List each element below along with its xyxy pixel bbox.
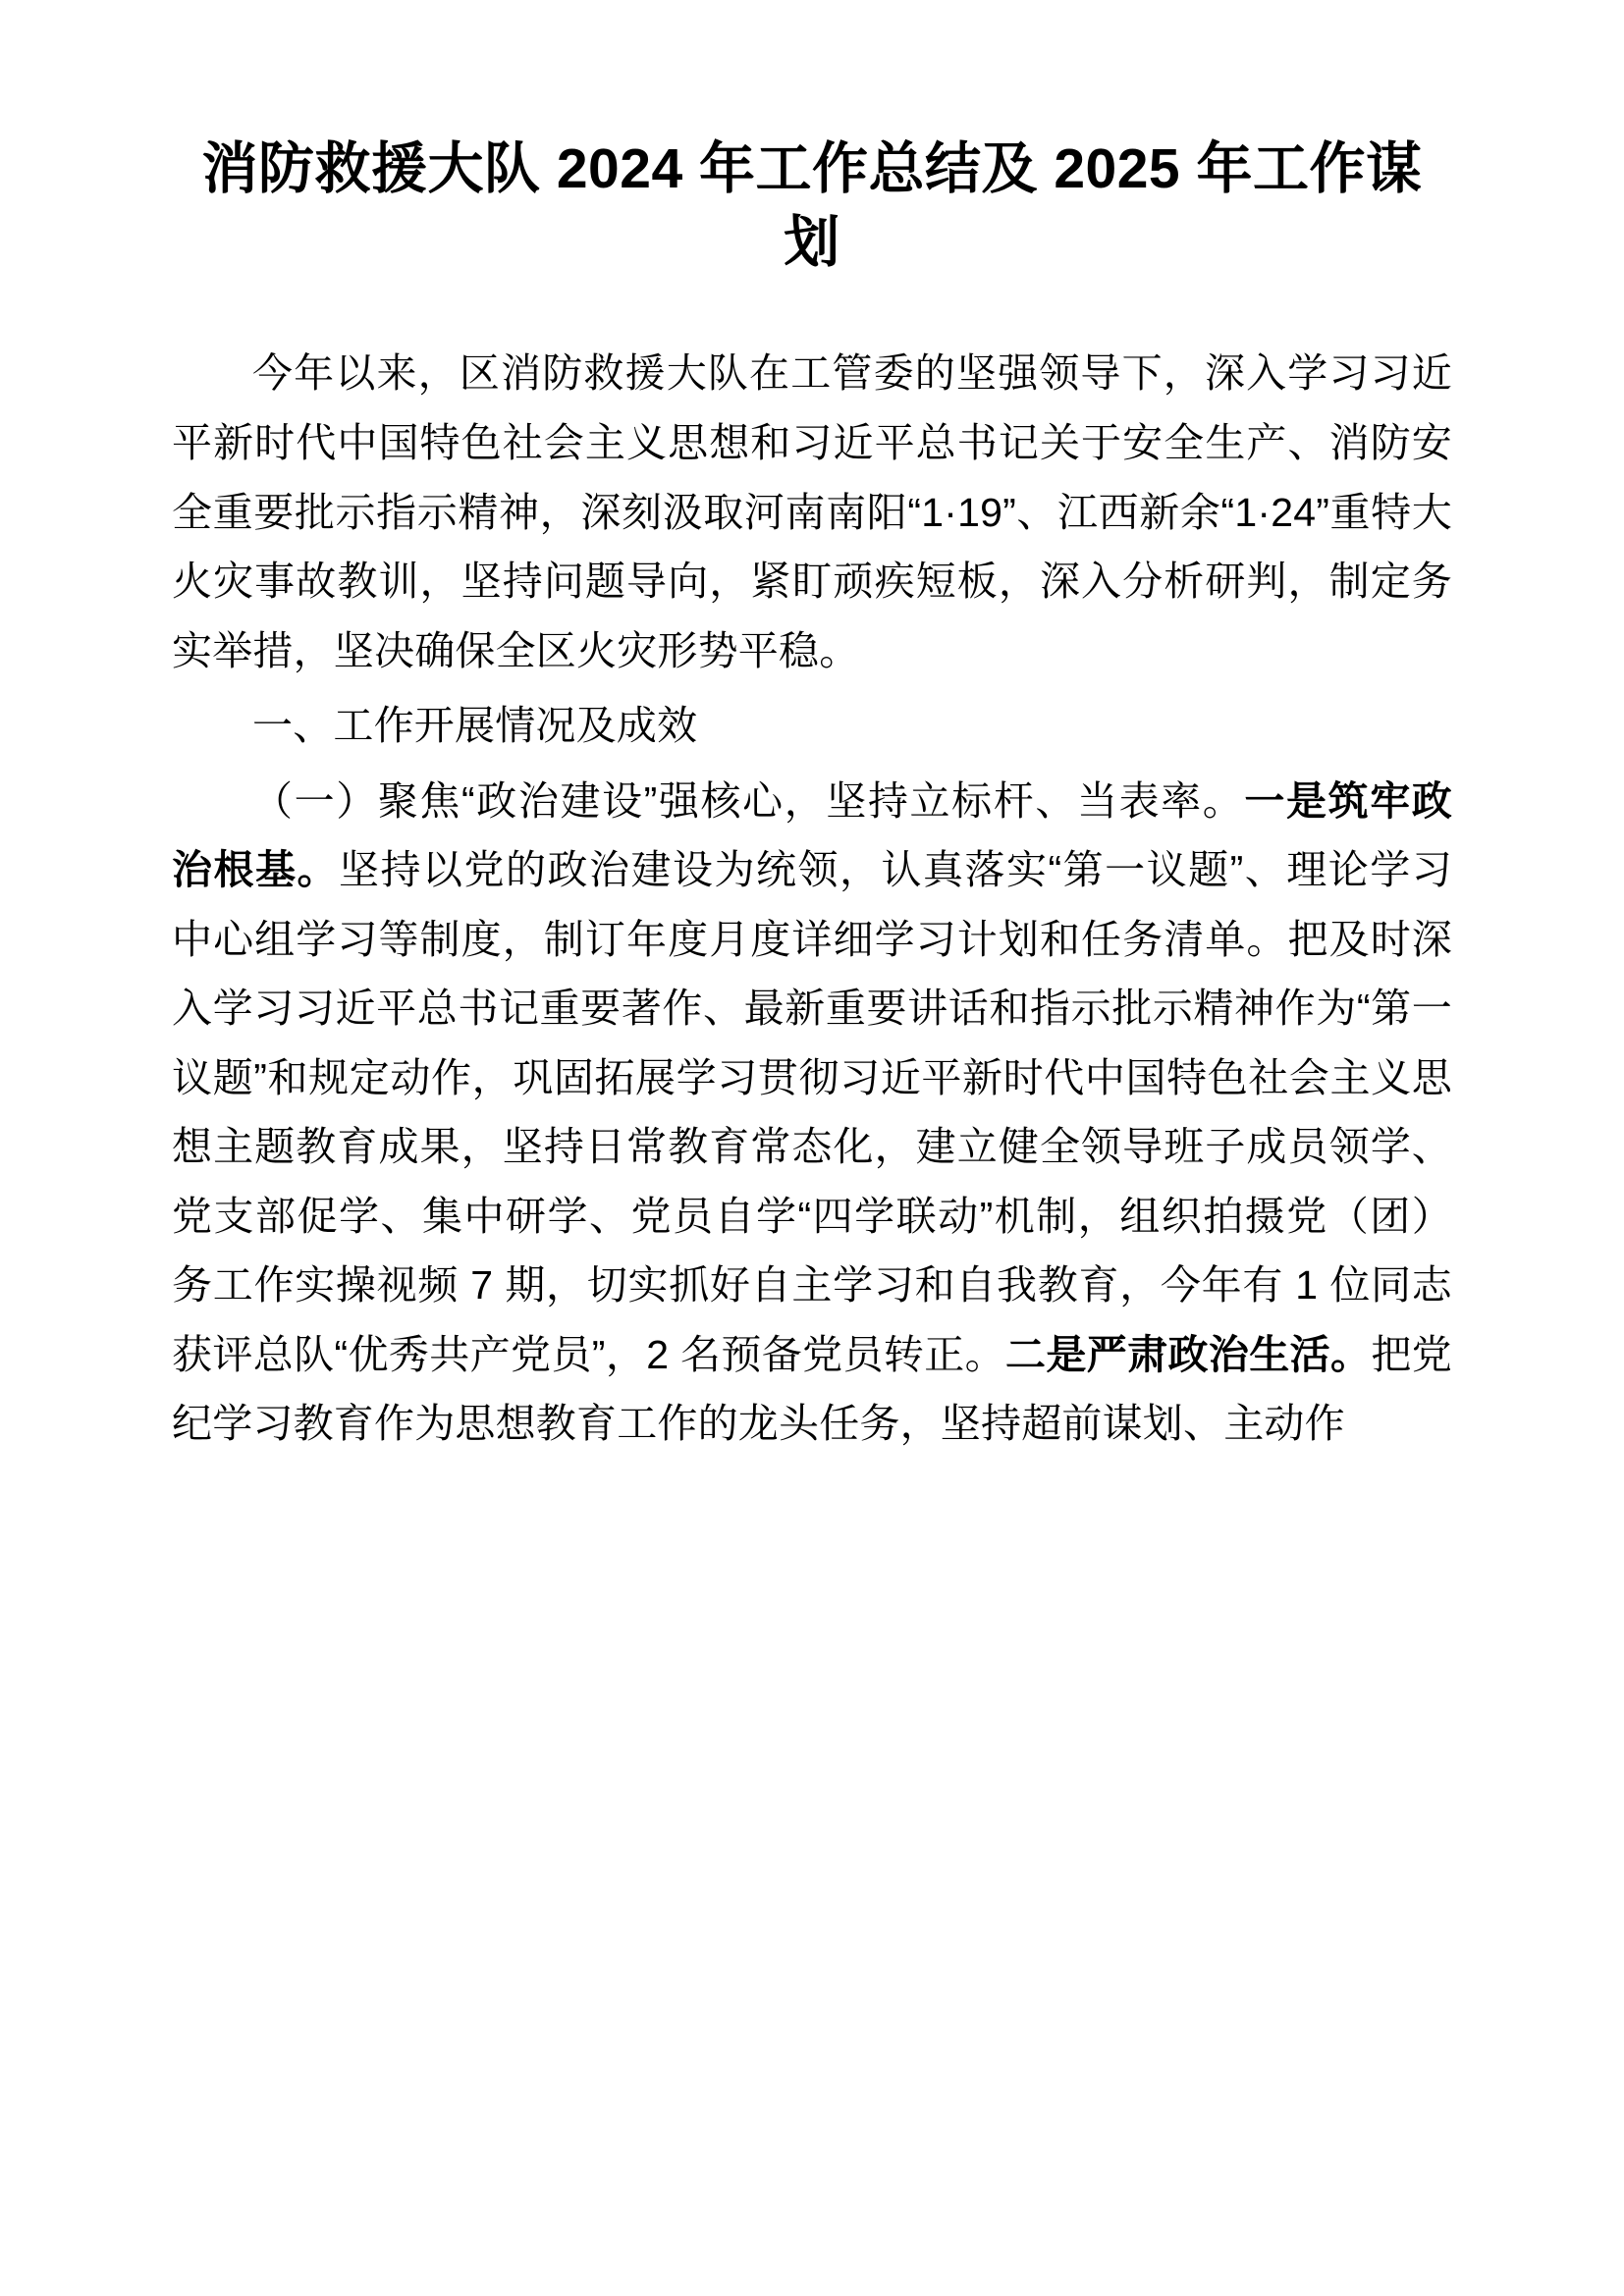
paragraph-intro: 今年以来，区消防救援大队在工管委的坚强领导下，深入学习习近平新时代中国特色社会主义思想和习近平总书记关于安全生产、消防安全重要批示指示精神，深刻汲取河南南阳“1·19”、江西新余“1·24”重特大火灾事故教训，坚持问题导向，紧盯顽疾短板，深入分析研判，制定务实举措，坚决确保全区火灾形势平稳。 xyxy=(172,350,1452,673)
bold-lead-one: 一是筑牢政治根基。 xyxy=(172,777,1453,893)
lead-text-political-construction: （一）聚焦“政治建设”强核心，坚持立标杆、当表率。 xyxy=(252,777,1245,824)
body-text-two: 把党纪学习教育作为思想教育工作的龙头任务，坚持超前谋划、主动作 xyxy=(172,1331,1452,1447)
body-text-one: 坚持以党的政治建设为统领，认真落实“第一议题”、理论学习中心组学习等制度，制订年度月度详细学习计划和任务清单。把及时深入学习习近平总书记重要著作、最新重要讲话和指示批示精神作为“第一议题”和规定动作，巩固拓展学习贯彻习近平新时代中国特色社会主义思想主题教育成果，坚持日常教育常态化，建立健全领导班子成员领学、党支部促学、集中研学、党员自学“四学联动”机制，组织拍摄党（团）务工作实操视频 7 期，切实抓好自主学习和自我教育，今年有 1 位同志获评总队“优秀共产党员”，2 名预备党员转正。 xyxy=(172,847,1452,1377)
bold-lead-two: 二是严肃政治生活。 xyxy=(1005,1331,1372,1377)
paragraph-section-one-body xyxy=(172,767,1452,1459)
section-heading-one: 一、工作开展情况及成效 xyxy=(252,703,698,749)
page-title: 消防救援大队 2024 年工作总结及 2025 年工作谋划 xyxy=(201,137,1423,275)
document-body xyxy=(172,339,1452,1458)
